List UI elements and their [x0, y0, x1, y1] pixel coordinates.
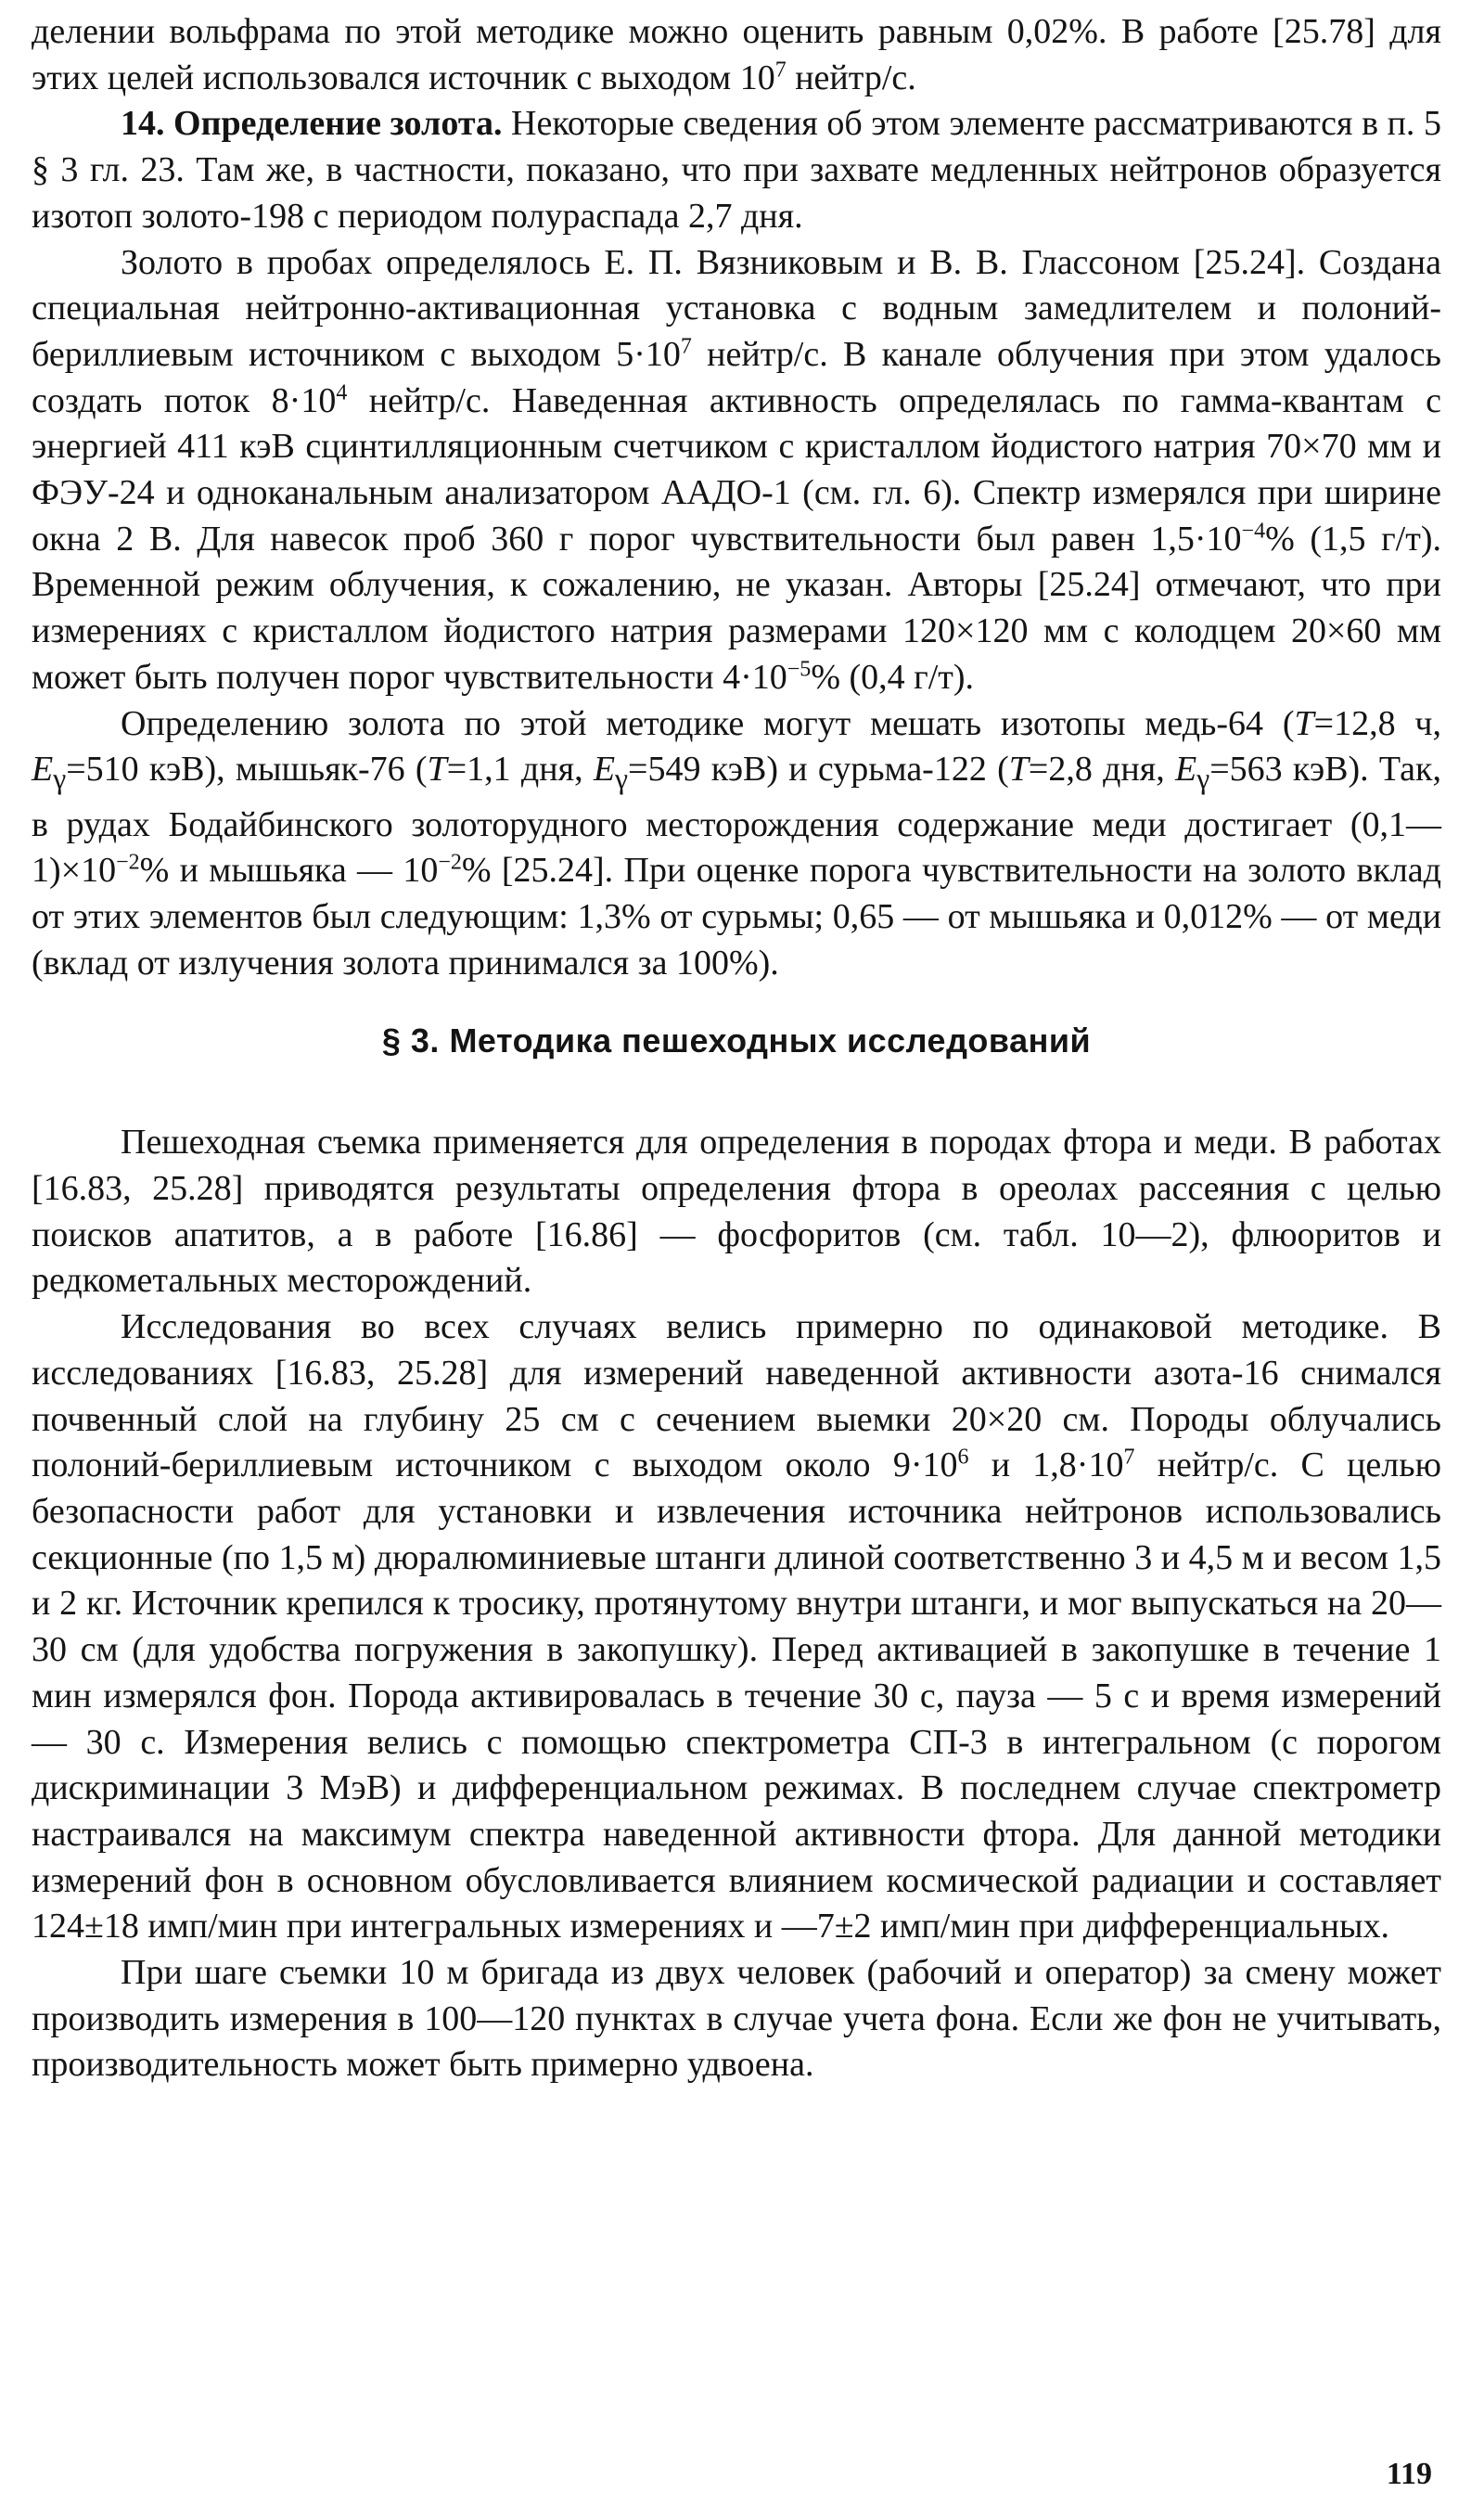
exponent: −4	[1241, 519, 1266, 544]
text: % и мышьяка — 10	[139, 851, 439, 891]
exponent: 7	[1123, 1445, 1135, 1470]
text: Исследования во всех случаях велись примерно по одинаковой методике. В исследованиях [16.83, 25.28] для измерений наведенной активности азота-16 снимался почвенный слой на глубину 25 см с сечением выемки 20×20 см. Породы облучались полоний-бериллиевым источником с выходом около 9·10	[32, 1307, 1441, 1485]
exponent: 7	[680, 334, 692, 359]
text: =12,8 ч,	[1313, 703, 1441, 743]
subscript: γ	[53, 762, 67, 795]
subscript: γ	[615, 762, 629, 795]
text: нейтр/с. Наведенная активность определялась по гамма-квантам с энергией 411 кэВ сцинтилляционным счетчиком с кристаллом йодистого натрия 70×70 мм и ФЭУ-24 и одноканальным анализатором ААДО-1 (см. гл. 6). Спектр измерялся при ширине окна 2 В. Для навесок проб 360 г порог чувствительности был равен 1,5·10	[32, 380, 1442, 559]
text: Некоторые сведения об этом элементе рассматриваются в п. 5 § 3 гл. 23. Там же, в частности, показано, что при захвате медленных нейтронов образуется изотоп золото-198 с периодом полураспада 2,7 дня.	[32, 104, 1441, 236]
subsection-heading: 14. Определение золота.	[121, 104, 503, 144]
section-heading: § 3. Методика пешеходных исследований	[381, 1021, 1092, 1060]
text: нейтр/с.	[786, 58, 916, 97]
exponent: −5	[787, 657, 812, 682]
exponent: 4	[336, 379, 348, 405]
text: =2,8 дня,	[1028, 750, 1175, 790]
symbol: E	[593, 750, 616, 790]
intro-paragraph	[32, 9, 1441, 101]
symbol: T	[1008, 750, 1029, 790]
text: и 1,8·10	[968, 1445, 1124, 1485]
text: % (1,5 г/т). Временной режим облучения, к сожалению, не указан. Авторы [25.24] отмечают, что при измерениях с кристаллом йодистого натрия размерами 120×120 мм с колодцем 20×60 мм может быть получен порог чувствительности 4·10	[32, 519, 1441, 697]
text: Золото в пробах определялось Е. П. Вязниковым и В. В. Глассоном [25.24]. Создана специальная нейтронно-активационная установка с водным замедлителем и полоний-бериллиевым источником с выходом 5·10	[32, 242, 1441, 374]
interference-paragraph	[32, 701, 1441, 987]
text: =510 кэВ), мышьяк-76 (	[66, 750, 428, 790]
exponent: −2	[116, 850, 140, 875]
text: нейтр/с. С целью безопасности работ для установки и извлечения источника нейтронов использовались секционные (по 1,5 м) дюралюминиевые штанги длиной соответственно 3 и 4,5 м и весом 1,5 и 2 кг. Источник крепился к тросику, протянутому внутри штанги, и мог выпускаться на 20—30 см (для удобства погружения в закопушку). Перед активацией в закопушке в течение 1 мин измерялся фон. Порода активировалась в течение 30 с, пауза — 5 с и время измерений — 30 с. Измерения велись с помощью спектрометра СП-3 в интегральном (с порогом дискриминации 3 МэВ) и дифференциальном режимах. В последнем случае спектрометр настраивался на максимум спектра наведенной активности фтора. Для данной методики измерений фон в основном обусловливается влиянием космической радиации и составляет 124±18 имп/мин при интегральных измерениях и —7±2 имп/мин при дифференциальных.	[32, 1445, 1441, 1946]
symbol: T	[1294, 703, 1314, 743]
gold-detection-paragraph	[32, 240, 1441, 701]
walking-survey-paragraph-1: Пешеходная съемка применяется для определения в породах фтора и меди. В работах [16.83, 25.28] приводятся результаты определения фтора в ореолах рассеяния с целью поисков апатитов, а в работе [16.86] — фосфоритов (см. табл. 10—2), флюоритов и редкометальных месторождений.	[32, 1123, 1441, 1301]
exponent: −2	[438, 850, 462, 875]
exponent: 6	[957, 1445, 969, 1470]
walking-survey-paragraph-2	[32, 1304, 1441, 1950]
text: =563 кэВ). Так, в рудах Бодайбинского золоторудного месторождения содержание меди достигает (0,1—1)×10	[32, 750, 1441, 891]
text: делении вольфрама по этой методике можно оценить равным 0,02%. В работе [25.78] для этих целей использовался источник с выходом 10	[32, 12, 1441, 97]
symbol: E	[32, 750, 54, 790]
walking-survey-paragraph-3: При шаге съемки 10 м бригада из двух человек (рабочий и оператор) за смену может производить измерения в 100—120 пунктах в случае учета фона. Если же фон не учитывать, производительность может быть примерно удвоена.	[32, 1953, 1441, 2085]
text: =549 кэВ) и сурьма-122 (	[628, 750, 1009, 790]
text: Определению золота по этой методике могут мешать изотопы медь-64 (	[121, 703, 1295, 743]
subscript: γ	[1196, 762, 1210, 795]
text: =1,1 дня,	[446, 750, 594, 790]
page-body	[32, 9, 1441, 2088]
page-number: 119	[1386, 2457, 1432, 2491]
text: нейтр/с. В канале облучения при этом удалось создать поток 8·10	[32, 334, 1441, 420]
section-14-paragraph	[32, 101, 1441, 239]
exponent: 7	[774, 58, 787, 83]
text: % [25.24]. При оценке порога чувствительности на золото вклад от этих элементов был следующим: 1,3% от сурьмы; 0,65 — от мышьяка и 0,012% — от меди (вклад от излучения золота принимался за 100%).	[32, 851, 1442, 983]
symbol: T	[427, 750, 447, 790]
text: % (0,4 г/т).	[811, 657, 975, 697]
symbol: E	[1174, 750, 1197, 790]
